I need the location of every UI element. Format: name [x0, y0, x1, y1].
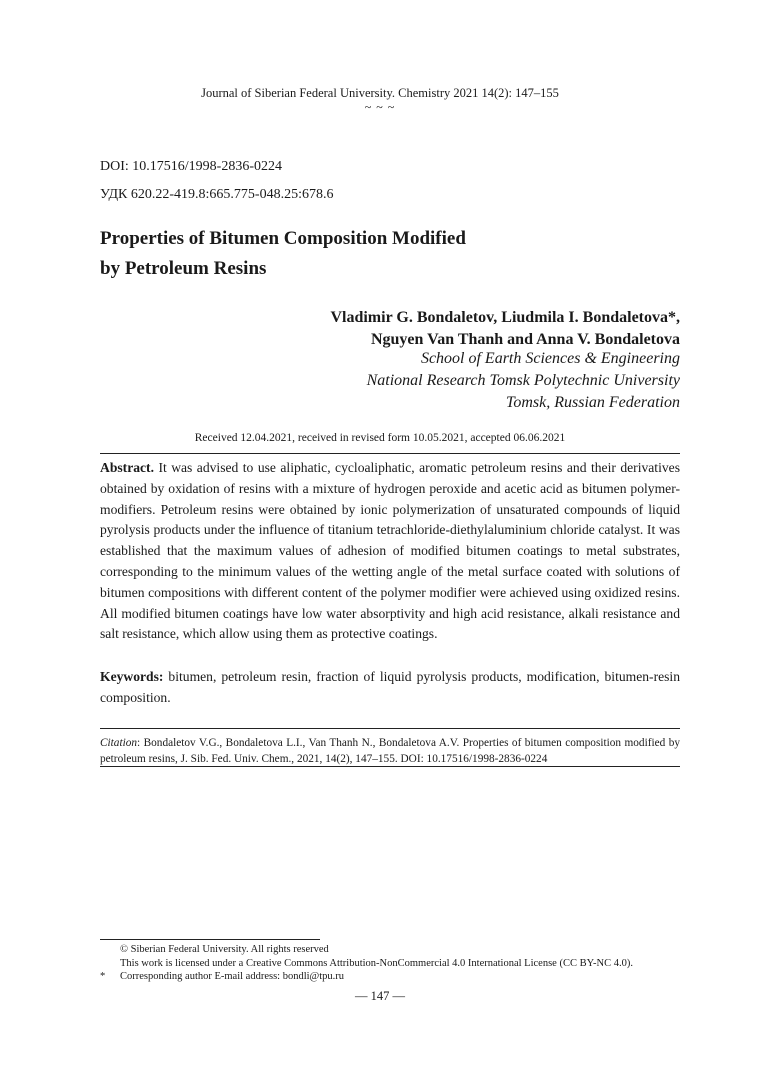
- doi: DOI: 10.17516/1998-2836-0224: [100, 159, 282, 174]
- footnote-rule: [100, 939, 320, 940]
- authors-line-2: Nguyen Van Thanh and Anna V. Bondaletova: [370, 331, 680, 348]
- title-line-2: by Petroleum Resins: [100, 258, 267, 279]
- page-number: — 147 —: [355, 989, 405, 1003]
- affiliation-line-1: School of Earth Sciences & Engineering: [420, 350, 680, 367]
- citation-top-rule: [100, 728, 680, 729]
- citation: [100, 735, 680, 767]
- affiliation-line-3: Tomsk, Russian Federation: [505, 394, 680, 411]
- title-line-1: Properties of Bitumen Composition Modified: [100, 228, 466, 249]
- keywords-text: bitumen, petroleum resin, fraction of liquid pyrolysis products, modification, bitumen-resin composition.: [100, 669, 680, 705]
- affiliation-line-2: National Research Tomsk Polytechnic University: [366, 372, 680, 389]
- corresponding-author-note: Corresponding author E-mail address: bondli@tpu.ru: [120, 971, 345, 983]
- authors-line-1: Vladimir G. Bondaletov, Liudmila I. Bondaletova*,: [330, 309, 680, 326]
- citation-bottom-rule: [100, 766, 680, 767]
- footnotes: [100, 943, 690, 984]
- affiliation: [367, 348, 680, 414]
- copyright-note: © Siberian Federal University. All rights reserved: [120, 944, 329, 955]
- abstract: [100, 458, 680, 645]
- keywords: [100, 667, 680, 709]
- journal-header: Journal of Siberian Federal University. Chemistry 2021 14(2): 147–155: [201, 86, 559, 100]
- citation-text: : Bondaletov V.G., Bondaletova L.I., Van Thanh N., Bondaletova A.V. Properties of bitumen composition modified by petroleum resins, J. Sib. Fed. Univ. Chem., 2021, 14(2), 147–155. DOI: 10.17516/1998-2836-0224: [100, 737, 680, 765]
- footnote-asterisk: *: [100, 971, 106, 983]
- abstract-label: Abstract.: [100, 460, 154, 475]
- abstract-top-rule: [100, 453, 680, 454]
- header-ornament: ~ ~ ~: [364, 100, 396, 114]
- license-note: This work is licensed under a Creative Commons Attribution-NonCommercial 4.0 International License (CC BY-NC 4.0).: [120, 957, 633, 969]
- abstract-text: It was advised to use aliphatic, cycloaliphatic, aromatic petroleum resins and their derivatives obtained by oxidation of resins with a mixture of hydrogen peroxide and acetic acid as bitumen polymer-modifiers. Petroleum resins were obtained by ionic polymerization of unsaturated compounds of liquid pyrolysis products under the influence of titanium tetrachloride-diethylaluminium chloride catalyst. It was established that the maximum values of adhesion of modified bitumen coatings to metal substrates, corresponding to the minimum values of the wetting angle of the metal surface coated with solutions of bitumen compositions with different content of the polymer modifier were achieved using oxidized resins. All modified bitumen coatings have low water absorptivity and high acid resistance, alkali resistance and salt resistance, which allow using them as protective coatings.: [100, 460, 680, 642]
- authors: [330, 307, 680, 351]
- keywords-label: Keywords:: [100, 669, 164, 684]
- udk-code: УДК 620.22-419.8:665.775-048.25:678.6: [100, 187, 334, 202]
- paper-title: [100, 224, 660, 284]
- citation-label: Citation: [100, 737, 138, 749]
- received-dates: Received 12.04.2021, received in revised form 10.05.2021, accepted 06.06.2021: [194, 432, 566, 444]
